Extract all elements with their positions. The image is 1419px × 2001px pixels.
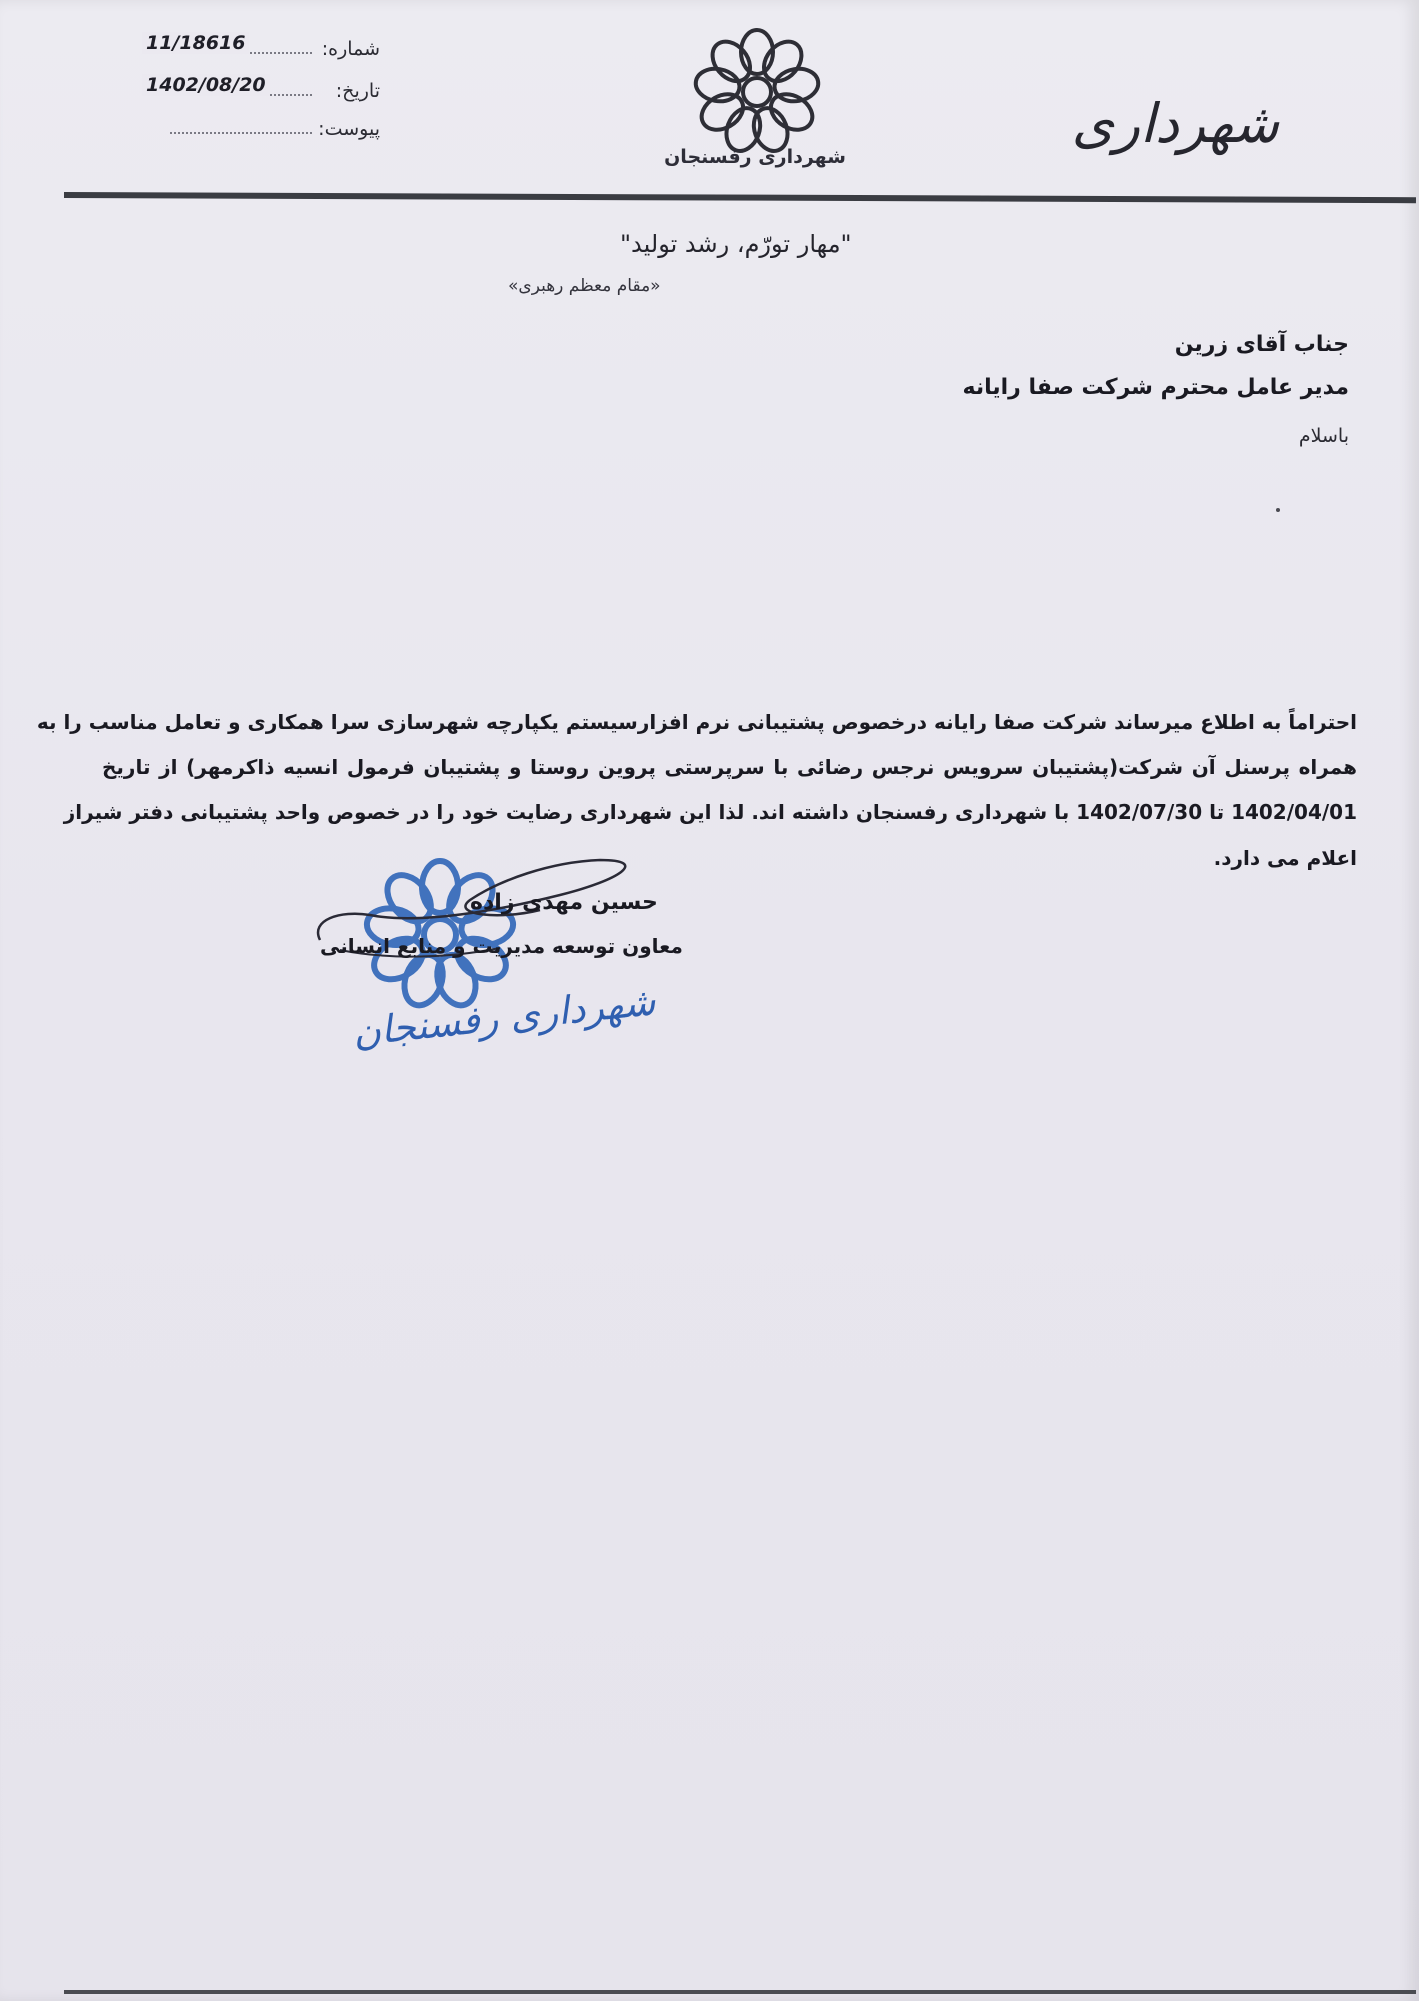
paper-mark <box>1276 508 1280 512</box>
stamp-text: شهرداری رفسنجان <box>350 979 658 1055</box>
signer-name: حسین مهدی زاده <box>470 890 658 915</box>
letter-date-label: تاریخ: <box>335 80 380 102</box>
letter-attachment-field <box>130 118 380 144</box>
letter-number-value: 11/18616 <box>142 32 249 54</box>
letter-attachment-label: پیوست: <box>318 118 380 140</box>
letter-number-field <box>130 32 380 64</box>
greeting: باسلام <box>1298 425 1349 447</box>
slogan: "مهار تورّم، رشد تولید" <box>620 230 852 258</box>
header-divider <box>64 192 1416 203</box>
body-line-4: اعلام می دارد. <box>1213 846 1357 870</box>
municipality-title: شهرداری <box>1071 92 1279 155</box>
recipient-position: مدیر عامل محترم شرکت صفا رایانه <box>962 375 1349 400</box>
slogan-source: «مقام معظم رهبری» <box>508 276 661 296</box>
signer-title: معاون توسعه مدیریت و منابع انسانی <box>320 934 683 958</box>
body-line-2: همراه پرسنل آن شرکت(پشتیبان سرویس نرجس رضائی با سرپرستی پروین روستا و پشتیبان فرمول انسیه ذاکرمهر) از تاریخ <box>102 755 1357 779</box>
body-line-3: 1402/04/01 تا 1402/07/30 با شهرداری رفسنجان داشته اند. لذا این شهرداری رضایت خود را در خصوص واحد پشتیبانی دفتر شیراز <box>63 800 1357 824</box>
recipient-name: جناب آقای زرین <box>1174 332 1349 357</box>
footer-divider <box>64 1990 1416 1994</box>
letter-date-field <box>130 74 380 106</box>
body-line-1: احتراماً به اطلاع میرساند شرکت صفا رایانه درخصوص پشتیبانی نرم افزارسیستم یکپارچه شهرسازی سرا همکاری و تعامل مناسب را به <box>36 710 1357 734</box>
letter-date-value: 1402/08/20 <box>142 74 270 96</box>
letter-number-label: شماره: <box>321 38 380 60</box>
logo-caption: شهرداری رفسنجان <box>664 146 846 168</box>
